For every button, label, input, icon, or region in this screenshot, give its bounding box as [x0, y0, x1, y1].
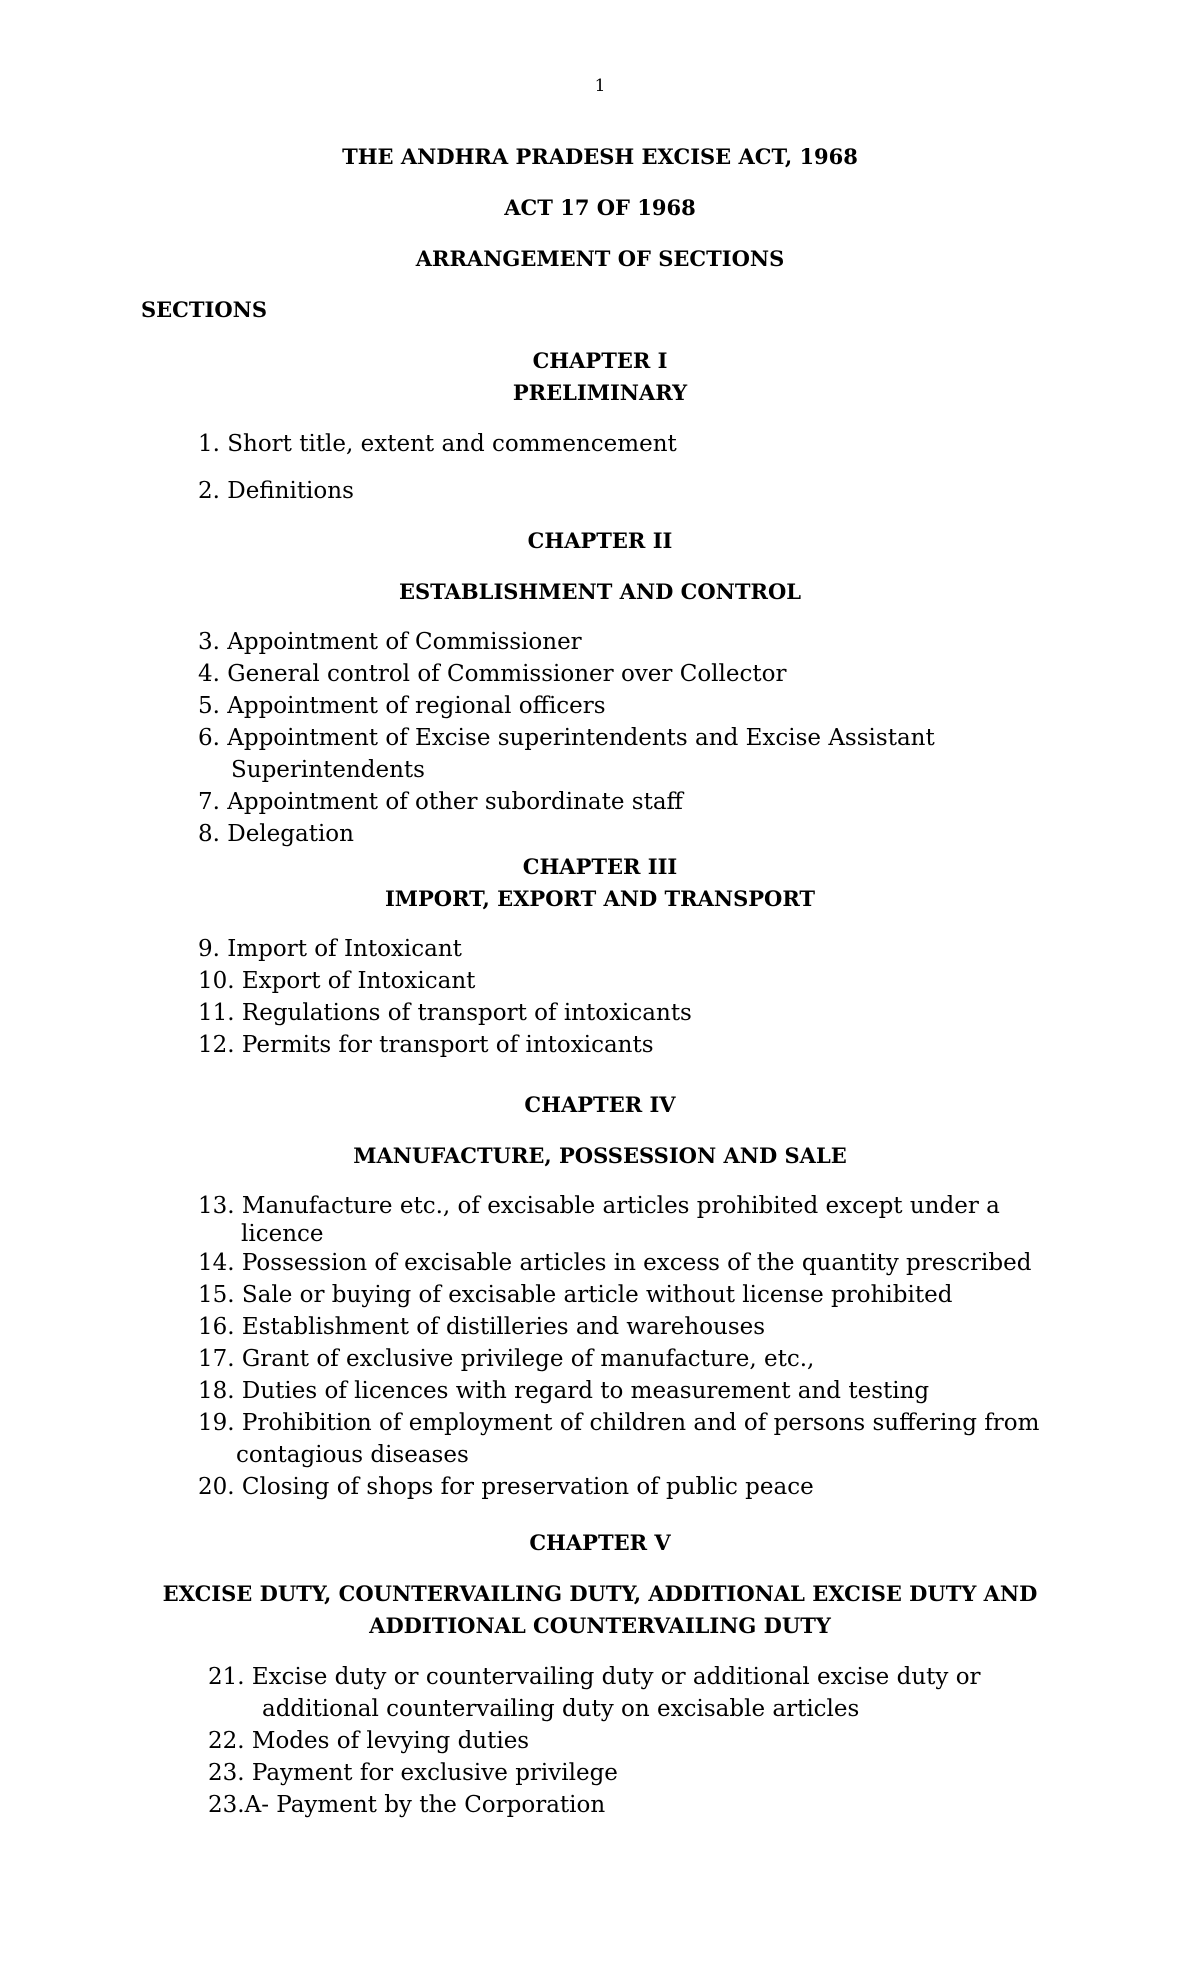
section-item: 2. Definitions [198, 478, 354, 504]
chapter-3-heading: IMPORT, EXPORT AND TRANSPORT [384, 886, 816, 911]
section-item: 16. Establishment of distilleries and warehouses [198, 1314, 766, 1340]
section-item: 6. Appointment of Excise superintendents and Excise Assistant [198, 725, 935, 751]
arrangement-heading: ARRANGEMENT OF SECTIONS [415, 246, 785, 271]
chapter-1-heading: PRELIMINARY [512, 380, 688, 405]
section-item: 23. Payment for exclusive privilege [208, 1760, 618, 1786]
section-item: 5. Appointment of regional officers [198, 693, 606, 719]
section-item: 1. Short title, extent and commencement [198, 431, 677, 457]
section-item: 14. Possession of excisable articles in excess of the quantity prescribed [198, 1250, 1032, 1276]
sections-label: SECTIONS [141, 297, 267, 322]
chapter-3-label: CHAPTER III [522, 854, 678, 879]
chapter-5-heading: EXCISE DUTY, COUNTERVAILING DUTY, ADDITIONAL EXCISE DUTY AND [162, 1581, 1038, 1606]
section-item: 13. Manufacture etc., of excisable articles prohibited except under a [198, 1193, 1000, 1219]
section-item: 8. Delegation [198, 821, 354, 847]
section-item: 19. Prohibition of employment of children and of persons suffering from [198, 1410, 1040, 1436]
chapter-2-heading: ESTABLISHMENT AND CONTROL [398, 579, 802, 604]
section-item: 18. Duties of licences with regard to measurement and testing [198, 1378, 930, 1404]
chapter-5-label: CHAPTER V [529, 1530, 671, 1555]
section-item: 15. Sale or buying of excisable article without license prohibited [198, 1282, 953, 1308]
section-item-continuation: contagious diseases [236, 1442, 469, 1468]
chapter-4-label: CHAPTER IV [524, 1092, 676, 1117]
page-number: 1 [594, 76, 606, 96]
section-item: 10. Export of Intoxicant [198, 968, 476, 994]
section-item: 17. Grant of exclusive privilege of manufacture, etc., [198, 1346, 815, 1372]
section-item: 7. Appointment of other subordinate staff [198, 789, 683, 815]
act-number: ACT 17 OF 1968 [504, 195, 696, 220]
chapter-1-label: CHAPTER I [532, 348, 668, 373]
section-item: 21. Excise duty or countervailing duty or additional excise duty or [208, 1664, 981, 1690]
chapter-2-label: CHAPTER II [527, 528, 673, 553]
section-item: 20. Closing of shops for preservation of public peace [198, 1474, 814, 1500]
section-item-continuation: licence [241, 1221, 324, 1247]
section-item: 4. General control of Commissioner over Collector [198, 661, 787, 687]
section-item: 22. Modes of levying duties [208, 1728, 530, 1754]
section-item: 12. Permits for transport of intoxicants [198, 1032, 654, 1058]
section-item-continuation: Superintendents [231, 757, 425, 783]
section-item: 9. Import of Intoxicant [198, 936, 462, 962]
section-item-continuation: additional countervailing duty on excisable articles [262, 1696, 860, 1722]
section-item: 11. Regulations of transport of intoxicants [198, 1000, 692, 1026]
chapter-5-heading-line-2: ADDITIONAL COUNTERVAILING DUTY [369, 1613, 831, 1638]
section-item: 23.A- Payment by the Corporation [208, 1792, 606, 1818]
act-title: THE ANDHRA PRADESH EXCISE ACT, 1968 [342, 144, 858, 169]
chapter-4-heading: MANUFACTURE, POSSESSION AND SALE [353, 1143, 847, 1168]
section-item: 3. Appointment of Commissioner [198, 629, 582, 655]
